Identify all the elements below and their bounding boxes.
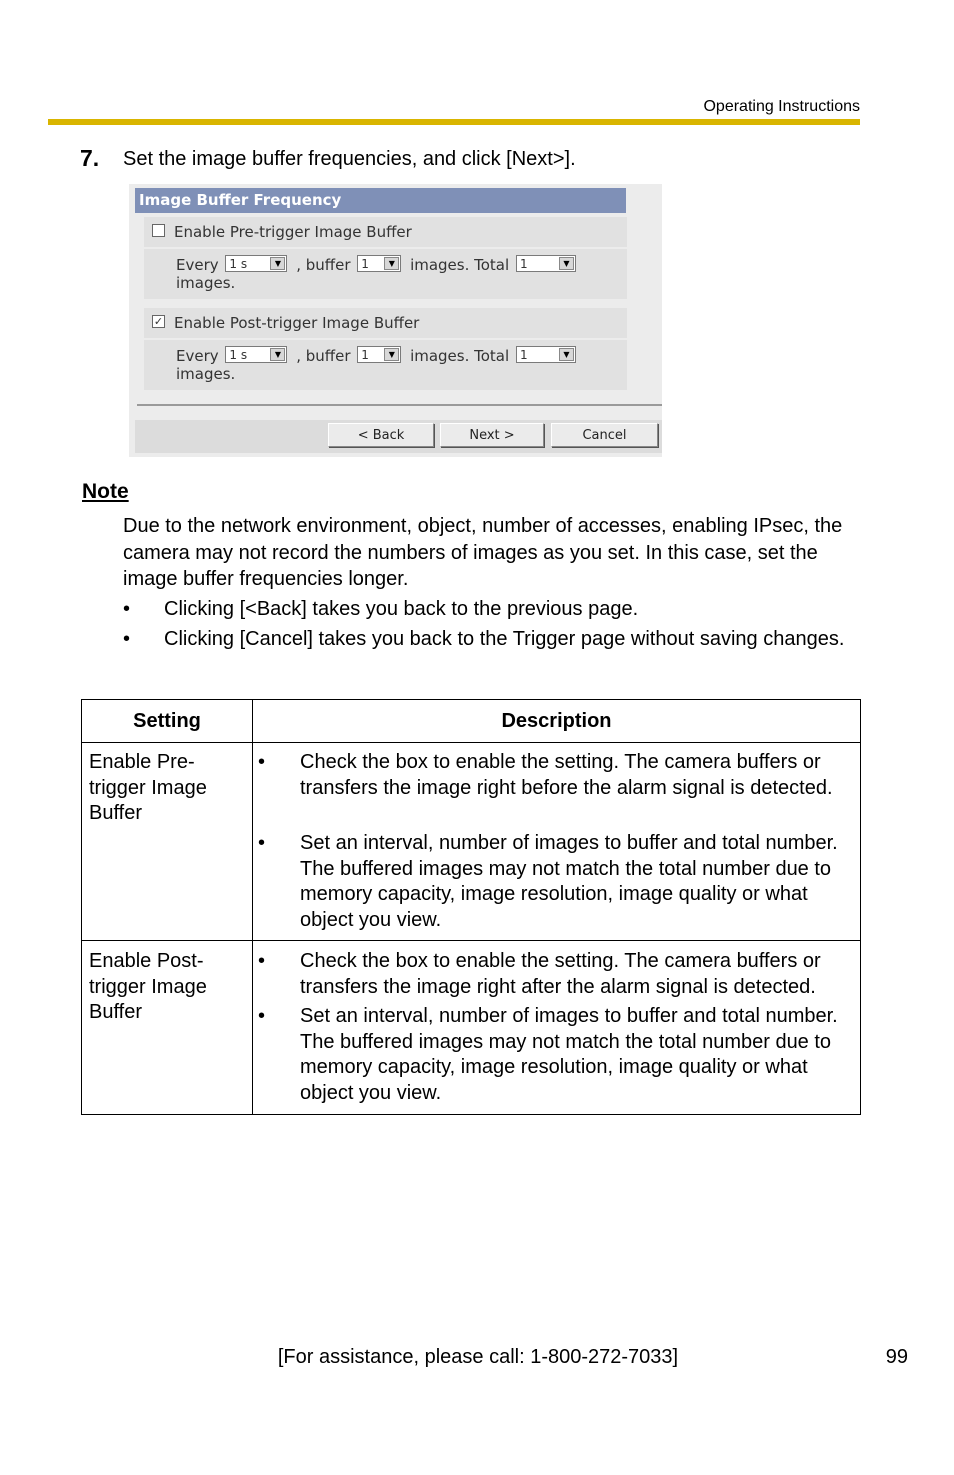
table-row-description: Check the box to enable the setting. The camera buffers or transfers the image right after the alarm signal is detected. bbox=[300, 950, 821, 998]
post-trigger-checkbox-label: Enable Post-trigger Image Buffer bbox=[174, 314, 420, 332]
pre-buffer-select[interactable] bbox=[357, 255, 401, 272]
post-total-select[interactable] bbox=[516, 346, 576, 363]
table-row-description: Check the box to enable the setting. The camera buffers or transfers the image right before the alarm signal is detected. bbox=[300, 751, 833, 799]
select-value: 1 bbox=[519, 348, 528, 362]
chevron-down-icon: ▼ bbox=[559, 348, 574, 361]
assistance-footer: [For assistance, please call: 1-800-272-7033] bbox=[277, 1346, 679, 1368]
images-total-label: images. Total bbox=[410, 347, 510, 365]
running-header: Operating Instructions bbox=[703, 98, 860, 115]
select-value: 1 s bbox=[229, 257, 248, 271]
post-trigger-checkbox[interactable]: ✓ bbox=[153, 315, 164, 328]
note-bullet: Clicking [<Back] takes you back to the previous page. bbox=[164, 598, 639, 620]
select-value: 1 bbox=[519, 257, 528, 271]
column-divider bbox=[252, 700, 253, 1114]
bullet-marker: • bbox=[258, 832, 266, 854]
note-heading: Note bbox=[82, 480, 129, 503]
image-buffer-frequency-panel bbox=[129, 184, 662, 457]
table-row-description: Set an interval, number of images to buffer and total number. The buffered images may not match the total number due to memory capacity, image resolution, image quality or what object you view. bbox=[300, 832, 838, 931]
header-divider bbox=[82, 742, 860, 743]
bullet-marker: • bbox=[258, 950, 266, 972]
table-row-description: Set an interval, number of images to buffer and total number. The buffered images may not match the total number due to memory capacity, image resolution, image quality or what object you view. bbox=[300, 1005, 838, 1104]
table-row-setting: Enable Pre-trigger Image Buffer bbox=[89, 751, 207, 824]
post-trigger-checkbox-row bbox=[144, 308, 627, 338]
pre-trigger-settings-row bbox=[144, 249, 627, 299]
column-header-setting: Setting bbox=[133, 710, 201, 732]
buffer-label: , buffer bbox=[296, 347, 351, 365]
note-bullet: Clicking [Cancel] takes you back to the Trigger page without saving changes. bbox=[164, 628, 845, 650]
button-bar bbox=[135, 420, 662, 453]
chevron-down-icon: ▼ bbox=[384, 348, 399, 361]
buffer-label: , buffer bbox=[296, 256, 351, 274]
bullet-marker: • bbox=[258, 1005, 266, 1027]
post-trigger-settings-row bbox=[144, 340, 627, 390]
every-label: Every bbox=[176, 256, 219, 274]
chevron-down-icon: ▼ bbox=[384, 257, 399, 270]
every-label: Every bbox=[176, 347, 219, 365]
panel-title: Image Buffer Frequency bbox=[135, 188, 626, 213]
table-row-setting: Enable Post-trigger Image Buffer bbox=[89, 950, 207, 1023]
select-value: 1 bbox=[361, 348, 369, 362]
pre-trigger-checkbox[interactable] bbox=[152, 224, 165, 237]
column-header-description: Description bbox=[501, 710, 612, 732]
chevron-down-icon: ▼ bbox=[559, 257, 574, 270]
post-interval-select[interactable] bbox=[225, 346, 287, 363]
select-value: 1 bbox=[361, 257, 369, 271]
back-button[interactable]: < Back bbox=[328, 423, 434, 447]
cancel-button[interactable]: Cancel bbox=[551, 423, 658, 447]
bullet-marker: • bbox=[123, 628, 131, 650]
page-number: 99 bbox=[885, 1346, 908, 1368]
bullet-marker: • bbox=[258, 751, 266, 773]
pre-interval-select[interactable] bbox=[225, 255, 287, 272]
images-label: images. bbox=[176, 365, 236, 383]
step-instruction: Set the image buffer frequencies, and click [Next>]. bbox=[123, 148, 576, 170]
pre-trigger-checkbox-label: Enable Pre-trigger Image Buffer bbox=[174, 223, 412, 241]
images-label: images. bbox=[176, 274, 236, 292]
select-value: 1 s bbox=[229, 348, 248, 362]
chevron-down-icon: ▼ bbox=[270, 348, 285, 361]
settings-table bbox=[81, 699, 861, 1115]
row-divider bbox=[82, 940, 860, 941]
pre-trigger-checkbox-row bbox=[144, 217, 627, 247]
panel-divider bbox=[137, 404, 662, 406]
images-total-label: images. Total bbox=[410, 256, 510, 274]
header-rule bbox=[48, 119, 860, 125]
next-button[interactable]: Next > bbox=[440, 423, 544, 447]
post-buffer-select[interactable] bbox=[357, 346, 401, 363]
note-paragraph: Due to the network environment, object, number of accesses, enabling IPsec, the camera may not record the numbers of images as you set. In this case, set the image buffer frequencies longer. bbox=[123, 515, 843, 590]
bullet-marker: • bbox=[123, 598, 131, 620]
step-number: 7. bbox=[80, 145, 100, 171]
pre-total-select[interactable] bbox=[516, 255, 576, 272]
chevron-down-icon: ▼ bbox=[270, 257, 285, 270]
